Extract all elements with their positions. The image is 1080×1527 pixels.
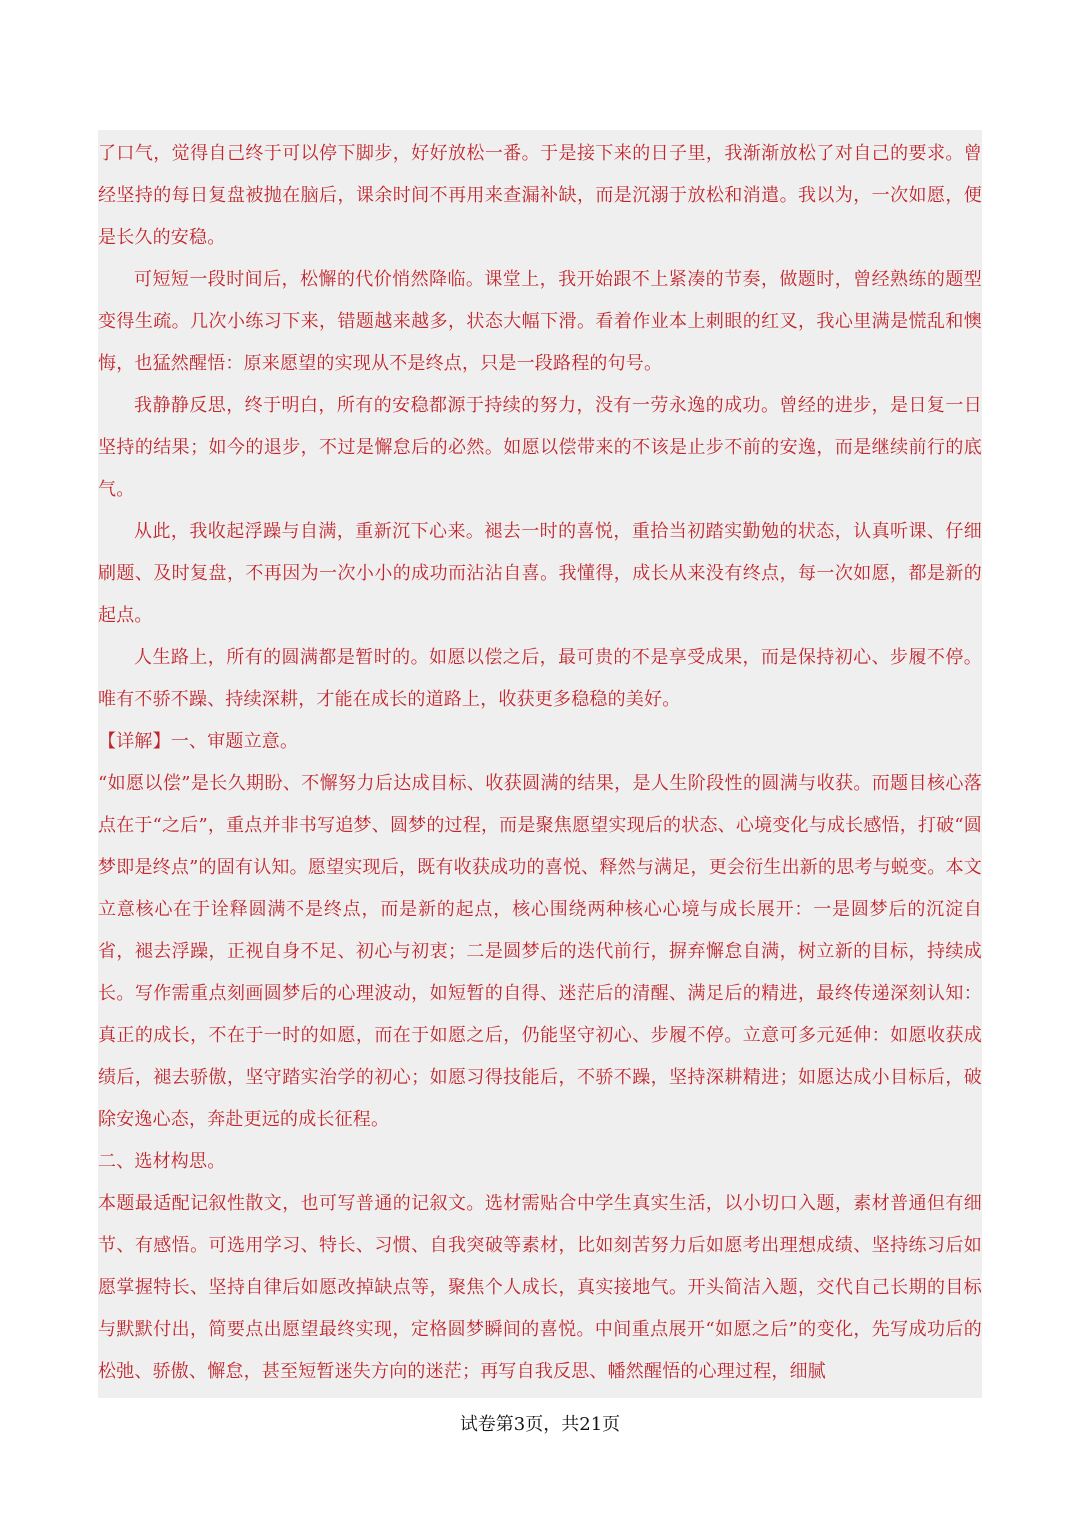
page-footer: 试卷第3页，共21页 <box>459 1414 621 1435</box>
detail-heading <box>98 721 982 763</box>
essay-paragraph-1: 了口气，觉得自己终于可以停下脚步，好好放松一番。于是接下来的日子里，我渐渐放松了对自己的要求。曾经坚持的每日复盘被抛在脑后，课余时间不再用来查漏补缺，而是沉溺于放松和消遣。我以为，一次如愿，便是长久的安稳。 <box>98 143 982 248</box>
essay-paragraph-2: 可短短一段时间后，松懈的代价悄然降临。课堂上，我开始跟不上紧凑的节奏，做题时，曾经熟练的题型变得生疏。几次小练习下来，错题越来越多，状态大幅下滑。看着作业本上刺眼的红叉，我心里满是慌乱和懊悔，也猛然醒悟：原来愿望的实现从不是终点，只是一段路程的句号。 <box>98 269 982 374</box>
essay-paragraph-4: 从此，我收起浮躁与自满，重新沉下心来。褪去一时的喜悦，重拾当初踏实勤勉的状态，认真听课、仔细刷题、及时复盘，不再因为一次小小的成功而沾沾自喜。我懂得，成长从来没有终点，每一次如愿，都是新的起点。 <box>98 521 982 626</box>
detail-label: 【详解】 <box>98 731 171 752</box>
section-2-body: 本题最适配记叙性散文，也可写普通的记叙文。选材需贴合中学生真实生活，以小切口入题，素材普通但有细节、有感悟。可选用学习、特长、习惯、自我突破等素材，比如刻苦努力后如愿考出理想成绩、坚持练习后如愿掌握特长、坚持自律后如愿改掉缺点等，聚焦个人成长，真实接地气。开头简洁入题，交代自己长期的目标与默默付出，简要点出愿望最终实现，定格圆梦瞬间的喜悦。中间重点展开“如愿之后”的变化，先写成功后的松弛、骄傲、懈怠，甚至短暂迷失方向的迷茫；再写自我反思、幡然醒悟的心理过程，细腻 <box>98 1193 982 1382</box>
section-2-title: 二、选材构思。 <box>98 1151 226 1172</box>
document-body <box>98 130 982 1398</box>
section-1-title: 一、审题立意。 <box>170 731 299 752</box>
essay-paragraph-5: 人生路上，所有的圆满都是暂时的。如愿以偿之后，最可贵的不是享受成果，而是保持初心、步履不停。唯有不骄不躁、持续深耕，才能在成长的道路上，收获更多稳稳的美好。 <box>98 647 982 710</box>
section-1-body: “如愿以偿”是长久期盼、不懈努力后达成目标、收获圆满的结果，是人生阶段性的圆满与收获。而题目核心落点在于“之后”，重点并非书写追梦、圆梦的过程，而是聚焦愿望实现后的状态、心境变化与成长感悟，打破“圆梦即是终点”的固有认知。愿望实现后，既有收获成功的喜悦、释然与满足，更会衍生出新的思考与蜕变。本文立意核心在于诠释圆满不是终点，而是新的起点，核心围绕两种核心心境与成长展开：一是圆梦后的沉淀自省，褪去浮躁，正视自身不足、初心与初衷；二是圆梦后的迭代前行，摒弃懈怠自满，树立新的目标，持续成长。写作需重点刻画圆梦后的心理波动，如短暂的自得、迷茫后的清醒、满足后的精进，最终传递深刻认知：真正的成长，不在于一时的如愿，而在于如愿之后，仍能坚守初心、步履不停。立意可多元延伸：如愿收获成绩后，褪去骄傲，坚守踏实治学的初心；如愿习得技能后，不骄不躁，坚持深耕精进；如愿达成小目标后，破除安逸心态，奔赴更远的成长征程。 <box>98 773 982 1130</box>
essay-paragraph-3: 我静静反思，终于明白，所有的安稳都源于持续的努力，没有一劳永逸的成功。曾经的进步，是日复一日坚持的结果；如今的退步，不过是懈怠后的必然。如愿以偿带来的不该是止步不前的安逸，而是继续前行的底气。 <box>98 395 982 500</box>
